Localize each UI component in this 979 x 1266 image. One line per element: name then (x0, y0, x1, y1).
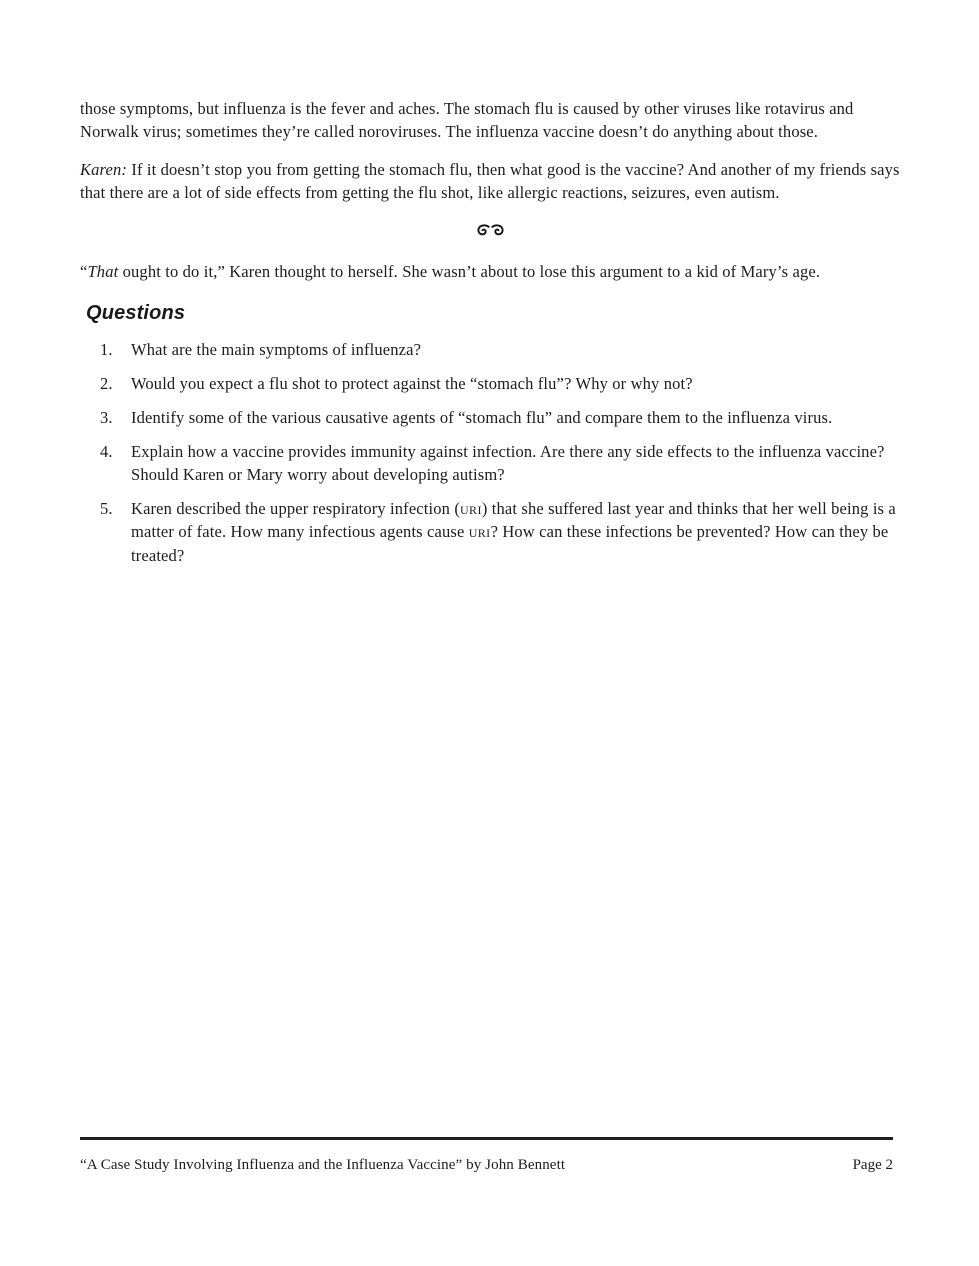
question-text: Would you expect a flu shot to protect against the “stomach flu”? Why or why not? (131, 374, 693, 394)
question-5-smallcaps-uri-1: uri (459, 498, 482, 518)
question-number: 3. (100, 408, 113, 428)
question-item-5 (100, 497, 900, 567)
page-footer (80, 1156, 893, 1175)
narration-rest: ought to do it,” Karen thought to herself. She wasn’t about to lose this argument to a kid of Mary’s age. (118, 262, 821, 282)
question-5-part-3: ? How can these infections be prevented? How can they be treated? (131, 522, 889, 565)
question-text: Identify some of the various causative agents of “stomach flu” and compare them to the influenza virus. (131, 408, 833, 428)
question-text (131, 497, 900, 567)
karen-dialogue-text: If it doesn’t stop you from getting the stomach flu, then what good is the vaccine? And another of my friends says that there are a lot of side effects from getting the flu shot, like allergic reactions, seizures, even autism. (80, 159, 900, 202)
question-5-part-2: ) that she suffered last year and thinks that her well being is a matter of fate. How many infectious agents cause (131, 498, 896, 542)
footer-page-number: Page 2 (852, 1157, 893, 1173)
questions-heading: Questions (86, 302, 186, 325)
footer-rule (80, 1137, 893, 1140)
question-number: 2. (100, 374, 113, 394)
narration-line (80, 260, 900, 283)
narration-emphasis-that: That (87, 262, 119, 282)
question-number: 5. (100, 498, 113, 518)
page-body (80, 97, 900, 577)
question-number: 1. (100, 340, 113, 360)
question-text: What are the main symptoms of influenza? (131, 340, 422, 360)
question-item-3 (100, 406, 900, 429)
question-text: Explain how a vaccine provides immunity against infection. Are there any side effects to the influenza vaccine? Should Karen or Mary worry about developing autism? (131, 441, 885, 485)
question-item-1 (100, 338, 900, 361)
section-divider (80, 218, 900, 233)
footer-attribution: “A Case Study Involving Influenza and the Influenza Vaccine” by John Bennett (80, 1157, 566, 1173)
narration-open-quote: “ (80, 262, 88, 282)
questions-list (80, 338, 900, 566)
section-divider-ornament-icon (477, 224, 504, 238)
question-item-4 (100, 440, 900, 487)
question-item-2 (100, 372, 900, 395)
paragraph-karen (80, 158, 900, 205)
paragraph-symptoms (80, 97, 900, 144)
speaker-label-karen: Karen: (80, 159, 128, 179)
question-5-smallcaps-uri-2: uri (468, 522, 491, 542)
question-number: 4. (100, 441, 113, 461)
paragraph-symptoms-text: those symptoms, but influenza is the fever and aches. The stomach flu is caused by other viruses like rotavirus and Norwalk virus; sometimes they’re called noroviruses. The influenza vaccine doesn’t do anything about those. (80, 99, 854, 142)
question-5-part-1: Karen described the upper respiratory infection ( (131, 498, 460, 518)
